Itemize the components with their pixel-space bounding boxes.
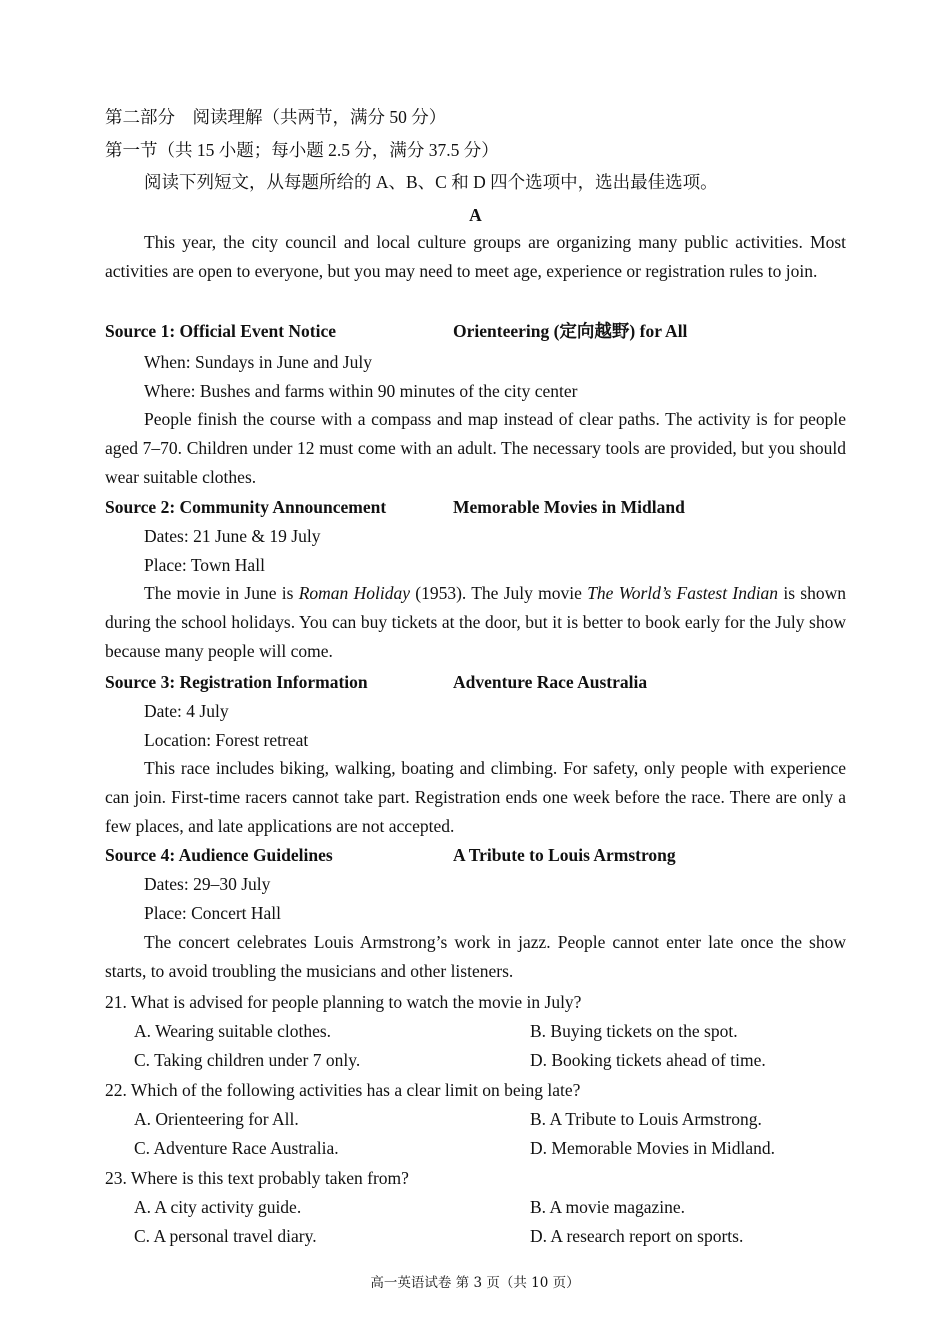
question-23-option-c: C. A personal travel diary.: [134, 1226, 317, 1246]
intro-paragraph: [105, 228, 846, 286]
section-title: 第一节（共 15 小题；每小题 2.5 分，满分 37.5 分）: [105, 140, 499, 160]
question-22-option-d: D. Memorable Movies in Midland.: [530, 1138, 775, 1158]
question-21-option-b: B. Buying tickets on the spot.: [530, 1021, 738, 1041]
source-2-label: Source 2: Community Announcement: [105, 497, 387, 517]
source-2-body-part-b: (1953). The July movie: [409, 583, 588, 603]
source-4-place: Place: Concert Hall: [144, 903, 282, 923]
movie-title-2: The World’s Fastest Indian: [587, 583, 779, 603]
question-23-stem: 23. Where is this text probably taken from?: [105, 1168, 409, 1188]
source-3-body: [105, 754, 846, 842]
source-1-when: When: Sundays in June and July: [144, 352, 372, 372]
source-3-date: Date: 4 July: [144, 701, 229, 721]
source-3-body-text: This race includes biking, walking, boating and climbing. For safety, only people with experience can join. First-time racers cannot take part. Registration ends one week before the race. There are only a few places, and late applications are not accepted.: [105, 758, 846, 837]
source-1-body: [105, 405, 846, 493]
movie-title-1: Roman Holiday: [298, 583, 410, 603]
instruction: 阅读下列短文，从每题所给的 A、B、C 和 D 四个选项中，选出最佳选项。: [144, 172, 718, 192]
source-2-body-part-a: The movie in June is: [144, 583, 299, 603]
source-2-title: Memorable Movies in Midland: [453, 497, 685, 517]
question-22-option-c: C. Adventure Race Australia.: [134, 1138, 339, 1158]
part-title: 第二部分 阅读理解（共两节，满分 50 分）: [105, 107, 447, 127]
source-1-body-text: People finish the course with a compass and map instead of clear paths. The activity is for people aged 7–70. Children under 12 must come with an adult. The necessary tools are provided, but you should wear suitable clothes.: [105, 409, 846, 488]
page-footer: 高一英语试卷 第 3 页（共 10 页）: [370, 1275, 580, 1291]
source-4-dates: Dates: 29–30 July: [144, 874, 271, 894]
question-21-option-c: C. Taking children under 7 only.: [134, 1050, 361, 1070]
passage-label: A: [469, 205, 482, 225]
source-3-label: Source 3: Registration Information: [105, 672, 368, 692]
intro-text: This year, the city council and local culture groups are organizing many public activities. Most activities are open to everyone, but you may need to meet age, experience or registration rules to join.: [105, 232, 846, 282]
question-23-option-b: B. A movie magazine.: [530, 1197, 686, 1217]
source-1-where: Where: Bushes and farms within 90 minutes of the city center: [144, 381, 578, 401]
source-2-dates: Dates: 21 June & 19 July: [144, 526, 321, 546]
source-3-title: Adventure Race Australia: [453, 672, 648, 692]
source-4-title: A Tribute to Louis Armstrong: [453, 845, 676, 865]
question-23-option-a: A. A city activity guide.: [134, 1197, 302, 1217]
question-21-option-d: D. Booking tickets ahead of time.: [530, 1050, 766, 1070]
question-21-stem: 21. What is advised for people planning to watch the movie in July?: [105, 992, 582, 1012]
source-1-label: Source 1: Official Event Notice: [105, 321, 337, 341]
source-3-location: Location: Forest retreat: [144, 730, 309, 750]
question-22-option-a: A. Orienteering for All.: [134, 1109, 299, 1129]
source-1-title: Orienteering (定向越野) for All: [453, 321, 688, 341]
source-2-place: Place: Town Hall: [144, 555, 265, 575]
source-4-label: Source 4: Audience Guidelines: [105, 845, 333, 865]
source-4-body: [105, 928, 846, 986]
source-2-body-part-c: is shown during the school holidays. You can buy tickets at the door, but it is better to book early for the July show because many people will come.: [105, 583, 846, 662]
question-22-option-b: B. A Tribute to Louis Armstrong.: [530, 1109, 762, 1129]
question-23-option-d: D. A research report on sports.: [530, 1226, 744, 1246]
question-21-option-a: A. Wearing suitable clothes.: [134, 1021, 332, 1041]
question-22-stem: 22. Which of the following activities has a clear limit on being late?: [105, 1080, 581, 1100]
source-4-body-text: The concert celebrates Louis Armstrong’s work in jazz. People cannot enter late once the show starts, to avoid troubling the musicians and other listeners.: [105, 932, 846, 982]
source-2-body: [105, 579, 846, 667]
